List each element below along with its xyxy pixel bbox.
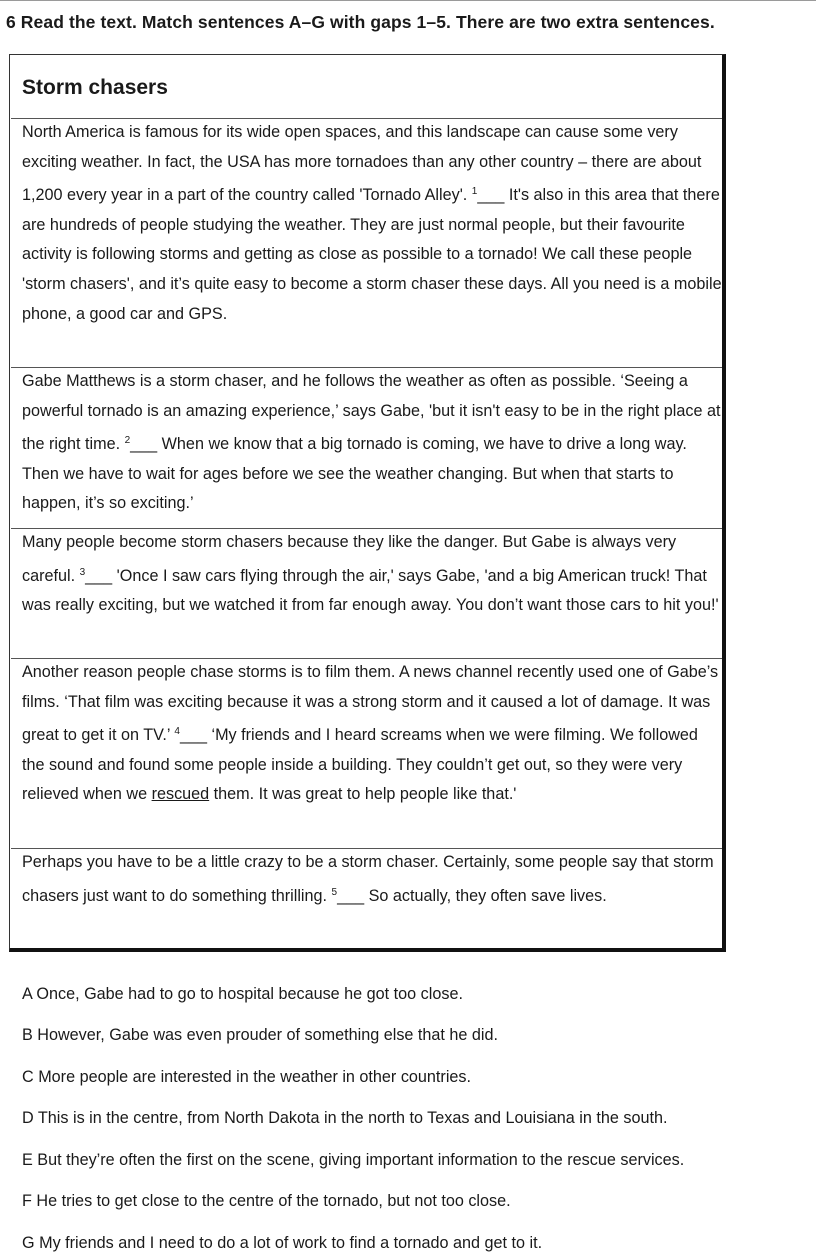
paragraph-bar [722, 658, 725, 836]
paragraph-2: Gabe Matthews is a storm chaser, and he follows the weather as often as possible. ‘Seeing a powerful tornado is an amazing experience,’ says Gabe, 'but it isn't easy to be in the right place at the right time. $^2$___ When we know that a big tornado is coming, we have to drive a long way. Then we have to wait for ages before we see the weather changing. But when that starts to happen, it’s so exciting.’ [22, 372, 721, 513]
paragraph-1: North America is famous for its wide open spaces, and this landscape can cause some very exciting weather. In fact, the USA has more tornadoes than any other country – there are about 1,200 every year in a part of the country called 'Tornado Alley'. $^1$___ It's also in this area that there are hundreds of people studying the weather. They are just normal people, but their favourite activity is following storms and getting as close as possible to a tornado! We call these people 'storm chasers', and it’s quite easy to become a storm chaser these days. All you need is a mobile phone, a good car and GPS. [22, 123, 722, 323]
option-g: G My friends and I need to do a lot of work to find a tornado and get to it. [22, 1234, 543, 1252]
exercise-instruction: 6 Read the text. Match sentences A–G with gaps 1–5. There are two extra sentences. [6, 12, 715, 32]
paragraph-4: Another reason people chase storms is to film them. A news channel recently used one of Gabe’s films. ‘That film was exciting because it was a strong storm and it caused a lot of damage. It was great to get it on TV.’ $^4$___ ‘My friends and I heard screams when we were filming. We followed the sound and found some people inside a building. They couldn’t get out, so they were very relieved when we rescued them. It was great to help people like that.' [22, 663, 719, 804]
gap-blank-3: ___ [85, 566, 113, 585]
gap-number-4: 4 [174, 726, 180, 738]
option-b: B However, Gabe was even prouder of something else that he did. [22, 1026, 499, 1044]
gap-blank-4: ___ [179, 726, 207, 745]
gap-number-1: 1 [471, 186, 478, 198]
paragraph-3: Many people become storm chasers because they like the danger. But Gabe is always very careful. $^3$___ 'Once I saw cars flying through the air,' says Gabe, 'and a big American truck! That was really exciting, but we watched it from far enough away. You don’t want those cars to hit you!' [22, 533, 719, 615]
gap-number-3: 3 [79, 566, 86, 578]
paragraph-bar [722, 118, 725, 354]
option-f: F He tries to get close to the centre of the tornado, but not too close. [22, 1192, 511, 1210]
gap-number-2: 2 [124, 435, 131, 447]
paragraph-5: Perhaps you have to be a little crazy to be a storm chaser. Certainly, some people say that storm chasers just want to do something thrilling. $^5$___ So actually, they often save lives. [22, 853, 714, 905]
paragraph-bar [722, 528, 725, 647]
option-c: C More people are interested in the weather in other countries. [22, 1068, 472, 1086]
option-a: A Once, Gabe had to go to hospital because he got too close. [22, 985, 463, 1003]
top-rule [0, 0, 816, 1]
gap-blank-1: ___ [477, 186, 505, 205]
option-e: E But they’re often the first on the scene, giving important information to the rescue services. [22, 1151, 685, 1169]
option-d: D This is in the centre, from North Dakota in the north to Texas and Louisiana in the south. [22, 1109, 668, 1127]
gap-blank-2: ___ [130, 435, 158, 454]
underlined-word: rescued [151, 785, 210, 804]
article-title: Storm chasers [22, 76, 168, 99]
paragraph-bar [722, 848, 725, 938]
gap-blank-5: ___ [337, 886, 365, 905]
gap-number-5: 5 [331, 886, 338, 898]
paragraph-bar [722, 367, 725, 516]
